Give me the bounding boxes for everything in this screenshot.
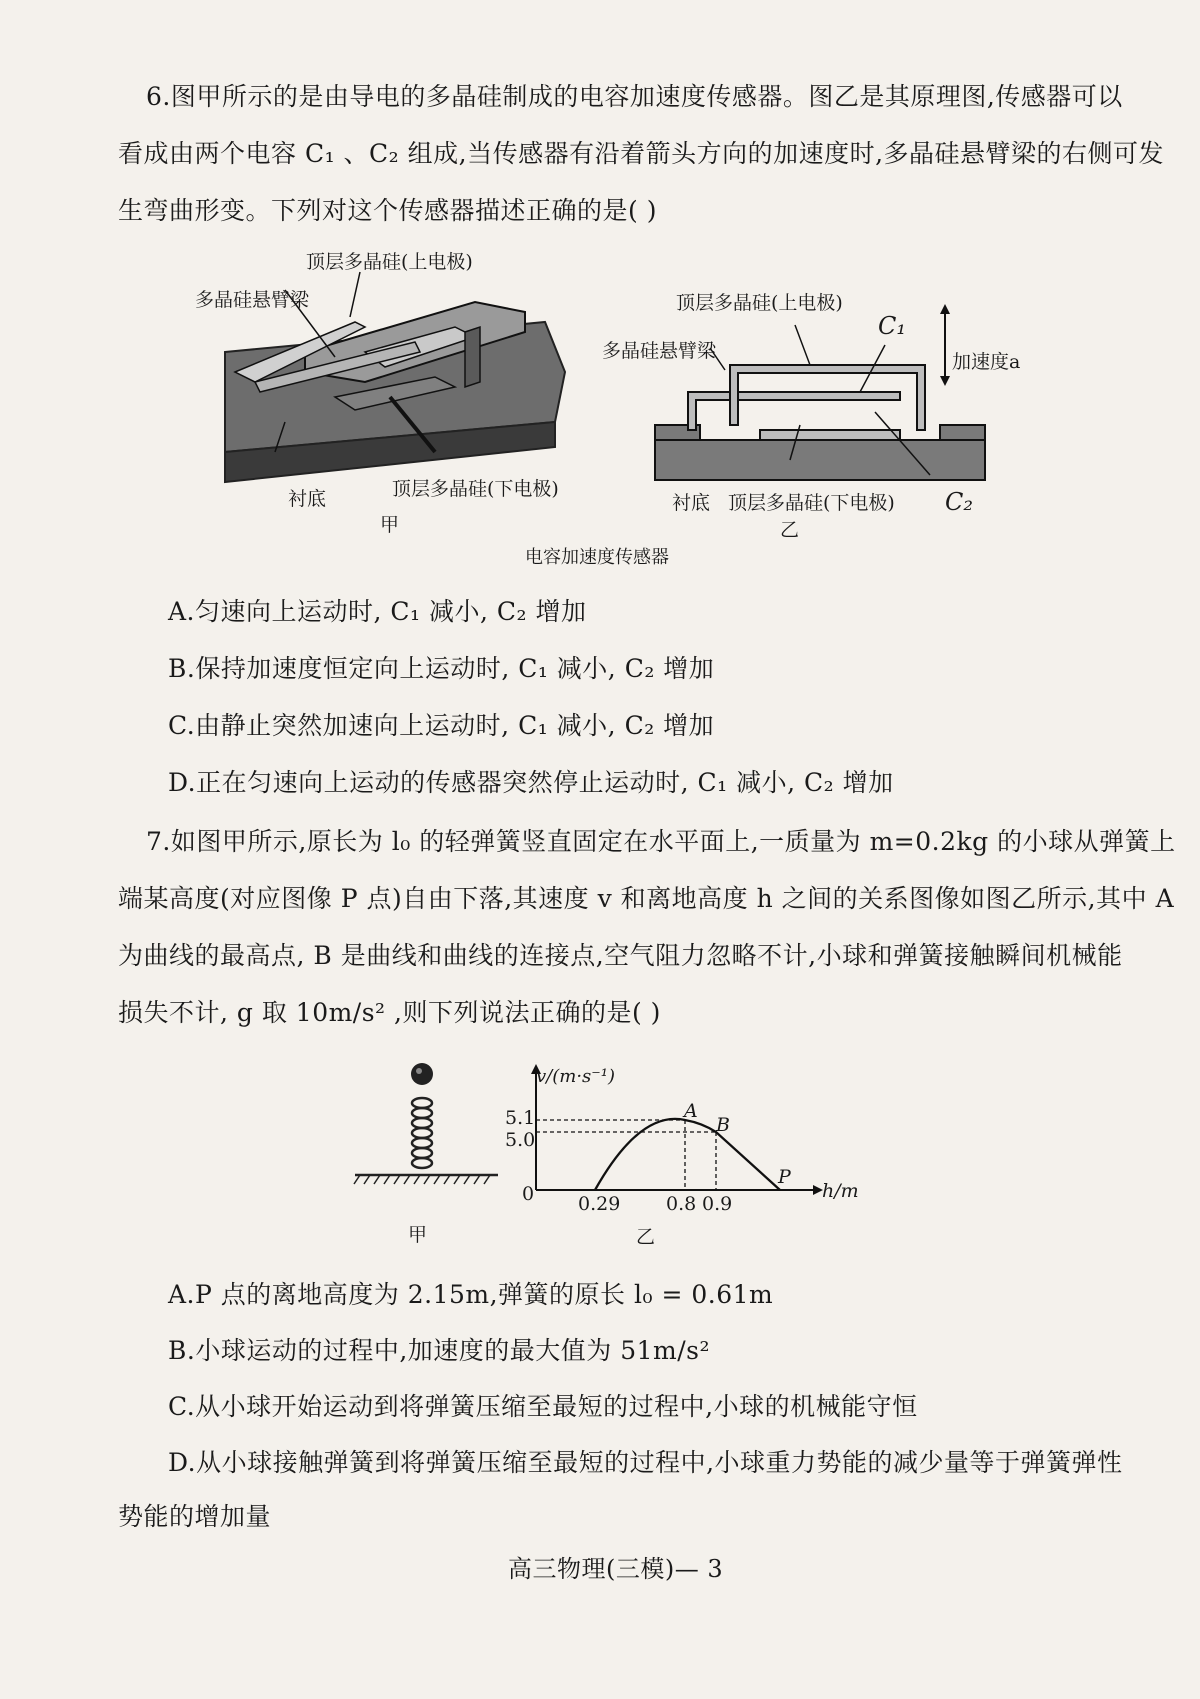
jia-label-bottom-poly: 顶层多晶硅(下电极) (392, 478, 559, 500)
graph-ylabel: v/(m·s⁻¹) (536, 1066, 616, 1087)
q7-stem-line2: 端某高度(对应图像 P 点)自由下落,其速度 v 和离地高度 h 之间的关系图像如图乙所示,其中 A (118, 884, 1175, 913)
jia-label-beam: 多晶硅悬臂梁 (195, 289, 310, 311)
graph-origin: 0 (522, 1183, 535, 1205)
q7-stem-line1: 7.如图甲所示,原长为 l₀ 的轻弹簧竖直固定在水平面上,一质量为 m=0.2kg 的小球从弹簧上 (146, 827, 1176, 856)
q7-figure-spring (350, 1058, 505, 1208)
q6-stem-line3: 生弯曲形变。下列对这个传感器描述正确的是( ) (118, 196, 657, 225)
graph-curve (595, 1119, 780, 1190)
spring-coil (412, 1098, 432, 1168)
q7-option-d-line1: D.从小球接触弹簧到将弹簧压缩至最短的过程中,小球重力势能的减少量等于弹簧弹性 (168, 1448, 1123, 1477)
q6-figure-caption: 电容加速度传感器 (525, 547, 669, 568)
graph-xtick-0-29: 0.29 (578, 1193, 621, 1215)
q6-figure-yi (640, 300, 1000, 500)
yi-label-substrate: 衬底 (672, 492, 711, 514)
q6-option-a: A.匀速向上运动时, C₁ 减小, C₂ 增加 (168, 597, 587, 626)
jia-label-substrate: 衬底 (288, 488, 327, 510)
yi-figure-name: 乙 (780, 519, 800, 541)
jia-label-top-poly: 顶层多晶硅(上电极) (306, 251, 473, 273)
graph-xtick-0-8: 0.8 (666, 1193, 697, 1215)
q7-stem-line4: 损失不计, g 取 10m/s² ,则下列说法正确的是( ) (118, 998, 661, 1027)
q6-stem-line1: 6.图甲所示的是由导电的多晶硅制成的电容加速度传感器。图乙是其原理图,传感器可以 (146, 82, 1123, 111)
graph-point-b: B (716, 1114, 730, 1136)
graph-xtick-0-9: 0.9 (702, 1193, 733, 1215)
yi-label-top-poly: 顶层多晶硅(上电极) (676, 292, 843, 314)
q6-stem-line2: 看成由两个电容 C₁ 、C₂ 组成,当传感器有沿着箭头方向的加速度时,多晶硅悬臂梁的右侧可发 (118, 139, 1165, 168)
q7-stem-line3: 为曲线的最高点, B 是曲线和曲线的连接点,空气阻力忽略不计,小球和弹簧接触瞬间机械能 (118, 941, 1123, 970)
q6-option-c: C.由静止突然加速向上运动时, C₁ 减小, C₂ 增加 (168, 711, 715, 740)
yi-label-c1: C₁ (878, 312, 906, 340)
graph-xlabel: h/m (822, 1180, 859, 1202)
q7-option-b: B.小球运动的过程中,加速度的最大值为 51m/s² (168, 1336, 711, 1365)
q7-option-a: A.P 点的离地高度为 2.15m,弹簧的原长 l₀ = 0.61m (168, 1280, 774, 1309)
graph-ytick-5-0: 5.0 (505, 1129, 536, 1151)
q7-option-d-line2: 势能的增加量 (118, 1502, 272, 1531)
yi-label-c2: C₂ (945, 488, 973, 516)
q6-option-b: B.保持加速度恒定向上运动时, C₁ 减小, C₂ 增加 (168, 654, 715, 683)
graph-ytick-5-1: 5.1 (505, 1107, 536, 1129)
yi-label-accel: 加速度a (952, 351, 1021, 373)
q7-figure-jia-name: 甲 (408, 1224, 428, 1246)
page-footer: 高三物理(三模)— 3 (508, 1555, 724, 1583)
q6-option-d: D.正在匀速向上运动的传感器突然停止运动时, C₁ 减小, C₂ 增加 (168, 768, 894, 797)
yi-label-bottom-poly: 顶层多晶硅(下电极) (728, 492, 895, 514)
jia-figure-name: 甲 (380, 514, 400, 536)
q7-figure-yi-name: 乙 (636, 1226, 656, 1248)
graph-point-p: P (778, 1166, 791, 1188)
q7-option-c: C.从小球开始运动到将弹簧压缩至最短的过程中,小球的机械能守恒 (168, 1392, 918, 1421)
yi-label-beam: 多晶硅悬臂梁 (602, 340, 717, 362)
graph-point-a: A (684, 1100, 698, 1122)
